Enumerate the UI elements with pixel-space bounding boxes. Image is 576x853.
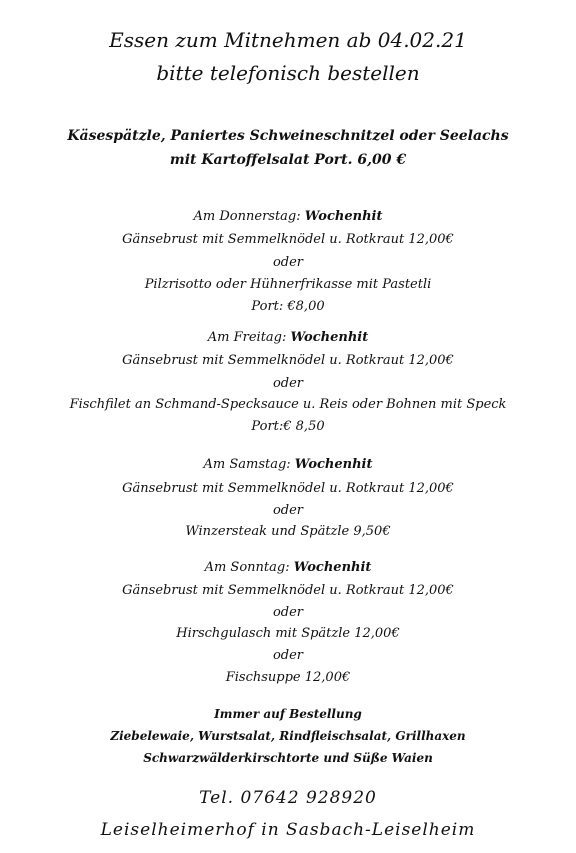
special-line-1: Käsespätzle, Paniertes Schweineschnitzel oder Seelachs [67,128,509,144]
friday-item-2: Fischfilet an Schmand-Specksauce u. Reis oder Bohnen mit Speck [69,397,507,412]
sunday-item-1: Gänsebrust mit Semmelknödel u. Rotkraut 12,00€ [122,583,454,598]
sunday-heading [0,561,576,574]
footer-phone: Tel. 07642 928920 [199,788,377,808]
friday-item-1: Gänsebrust mit Semmelknödel u. Rotkraut 12,00€ [122,353,454,368]
saturday-or: oder [272,503,304,518]
special-line-2: mit Kartoffelsalat Port. 6,00 € [169,152,407,168]
sunday-hit: Wochenhit [293,560,372,575]
footer-location: Leiselheimerhof in Sasbach-Leiselheim [100,820,476,840]
sunday-label: Am Sonntag: [204,560,294,575]
thursday-heading [0,210,576,223]
saturday-item-1: Gänsebrust mit Semmelknödel u. Rotkraut 12,00€ [122,481,454,496]
header-subtitle: bitte telefonisch bestellen [156,61,420,85]
thursday-or: oder [272,255,304,270]
friday-heading [0,331,576,344]
thursday-price: Port: €8,00 [251,299,325,314]
sunday-or-2: oder [272,648,304,663]
header-title: Essen zum Mitnehmen ab 04.02.21 [109,28,467,52]
thursday-item-1: Gänsebrust mit Semmelknödel u. Rotkraut 12,00€ [122,232,454,247]
sunday-item-3: Fischsuppe 12,00€ [225,670,351,685]
saturday-item-2: Winzersteak und Spätzle 9,50€ [185,524,391,539]
saturday-hit: Wochenhit [294,457,373,472]
friday-price: Port:€ 8,50 [251,419,325,434]
order-line-2: Schwarzwälderkirschtorte und Süße Waien [143,751,433,765]
friday-label: Am Freitag: [207,330,291,345]
sunday-item-2: Hirschgulasch mit Spätzle 12,00€ [176,626,400,641]
order-heading: Immer auf Bestellung [214,707,362,721]
friday-hit: Wochenhit [290,330,369,345]
sunday-or-1: oder [272,605,304,620]
thursday-hit: Wochenhit [304,209,383,224]
thursday-label: Am Donnerstag: [193,209,305,224]
thursday-item-2: Pilzrisotto oder Hühnerfrikasse mit Pastetli [144,277,432,292]
order-line-1: Ziebelewaie, Wurstsalat, Rindfleischsalat, Grillhaxen [110,729,466,743]
friday-or: oder [272,376,304,391]
saturday-heading [0,458,576,471]
saturday-label: Am Samstag: [203,457,295,472]
